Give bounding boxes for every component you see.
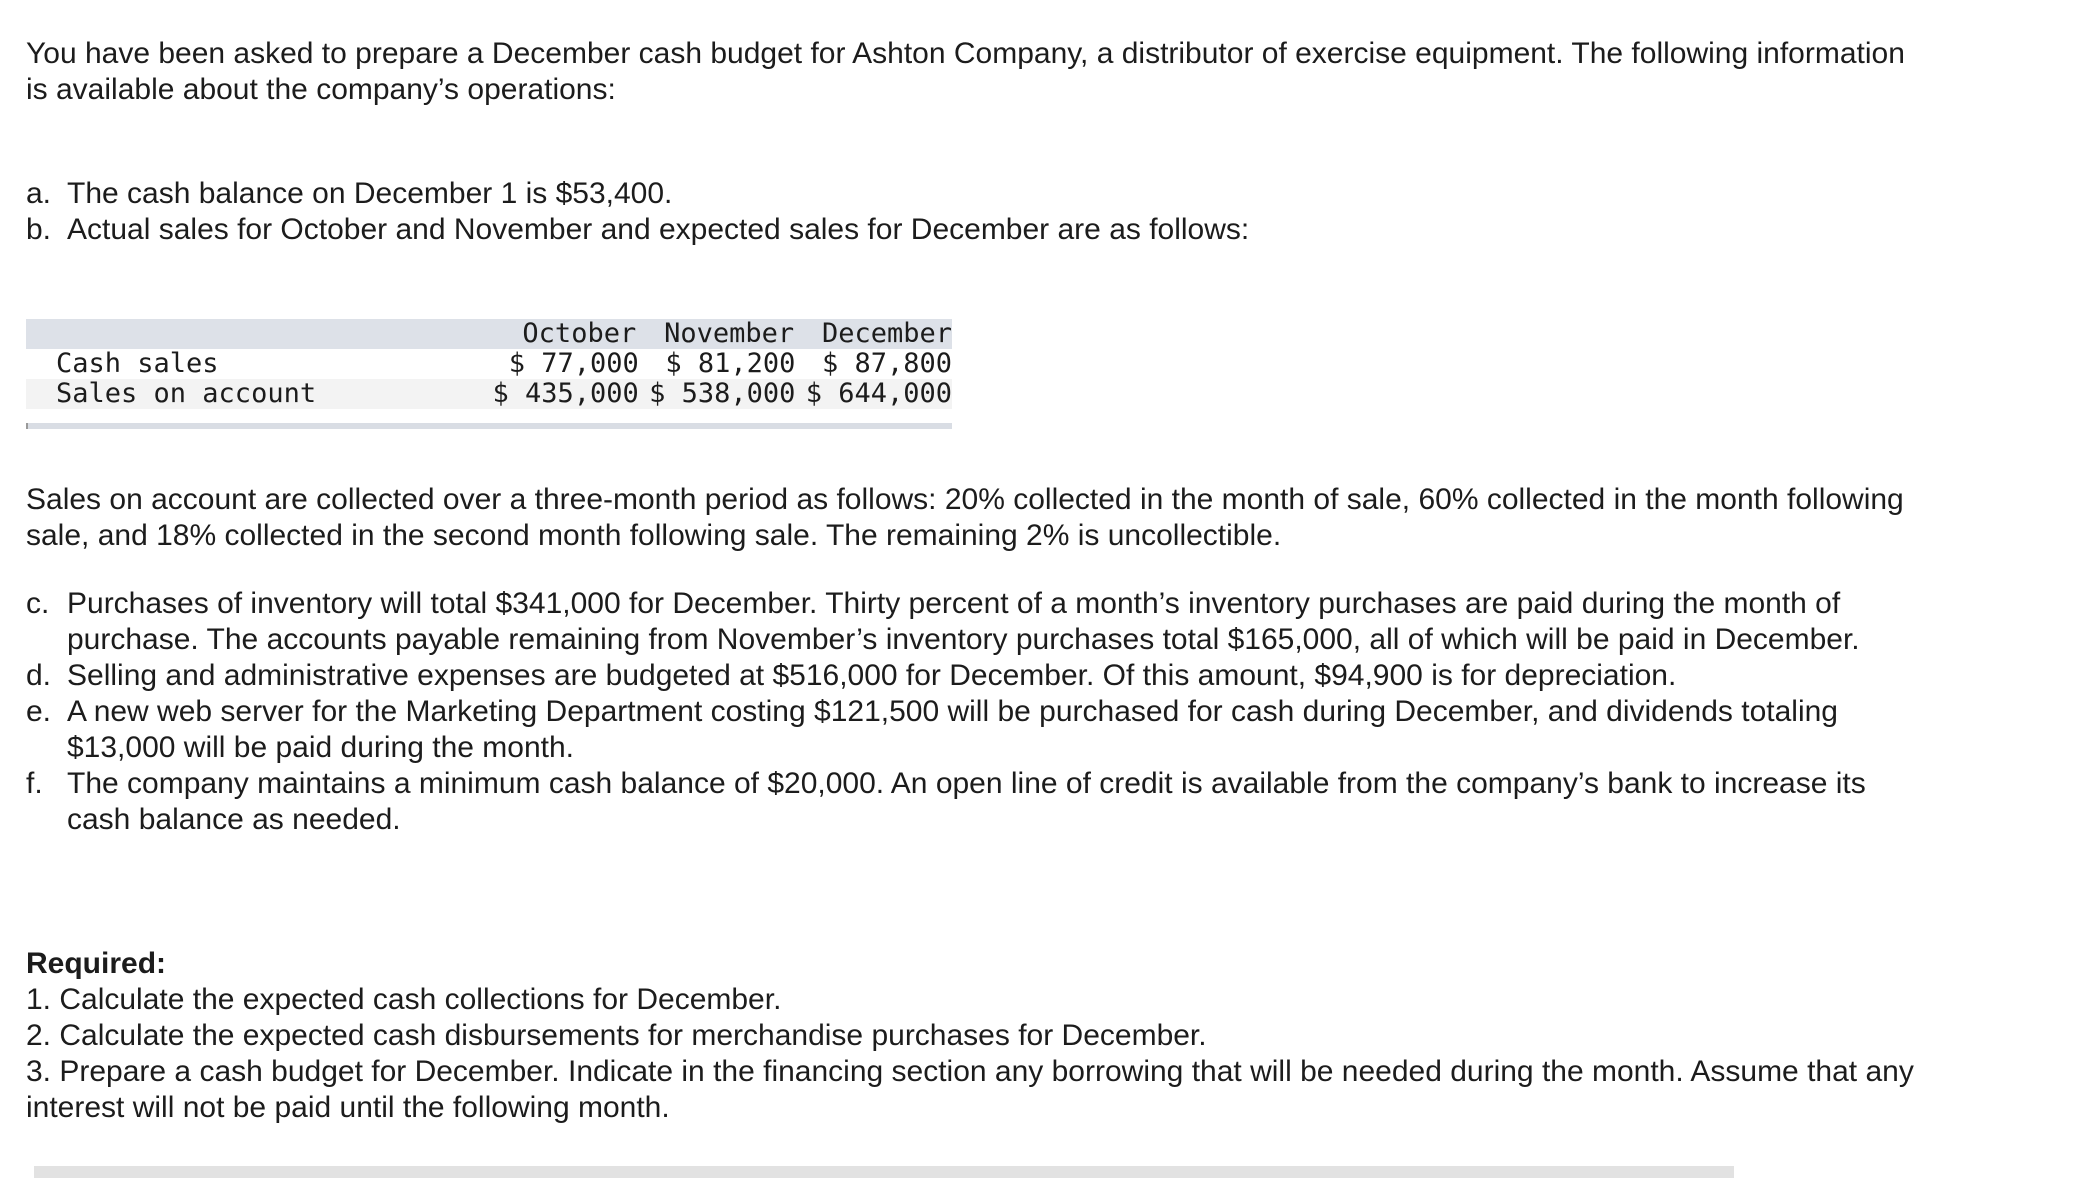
list-marker: d. [26,659,52,692]
table-header-blank [26,319,449,349]
table-bottom-rule [26,423,952,429]
cell-value: $ 81,200 [665,348,796,379]
list-item-d [26,658,1926,694]
column-header-october: October [522,318,637,349]
list-marker: c. [26,587,50,620]
list-marker: a. [26,177,52,210]
list-item-c [26,586,1926,658]
cell-value: $ 538,000 [649,378,796,409]
list-marker: e. [26,695,52,728]
list-item-text: A new web server for the Marketing Department costing $121,500 will be purchased for cash during December, and dividends totaling $13,000 will be paid during the month. [67,695,1838,764]
cell-value: $ 644,000 [805,378,953,409]
column-header-december: December [821,318,952,349]
list-marker: b. [26,213,52,246]
cell-value: $ 87,800 [821,348,953,379]
list-marker: f. [26,767,43,800]
column-header-november: November [664,318,795,349]
table-row [26,349,952,379]
list-item-e [26,694,1926,766]
cell-value: $ 77,000 [508,348,639,379]
row-label-cash-sales: Cash sales [56,348,219,379]
row-label-sales-on-account: Sales on account [56,378,317,409]
table-header-row [26,319,952,349]
sales-table [26,319,952,409]
list-item-text: Selling and administrative expenses are budgeted at $516,000 for December. Of this amount, $94,900 is for depreciation. [67,659,1677,692]
list-item-text: The company maintains a minimum cash balance of $20,000. An open line of credit is available from the company’s bank to increase its cash balance as needed. [67,767,1866,836]
list-item-text: Actual sales for October and November and expected sales for December are as follows: [67,213,1250,246]
list-item-b [26,212,1926,248]
list-item-text: Purchases of inventory will total $341,000 for December. Thirty percent of a month’s inventory purchases are paid during the month of purchase. The accounts payable remaining from November’s inventory purchases total $165,000, all of which will be paid in December. [67,587,1860,656]
bottom-divider-bar [34,1166,1734,1178]
list-item-f [26,766,1926,838]
info-list-ab [26,176,1926,248]
required-section [26,946,1936,1126]
required-heading: Required: [26,947,167,980]
required-item-2: 2. Calculate the expected cash disbursements for merchandise purchases for December. [26,1019,1207,1052]
intro-paragraph: You have been asked to prepare a December cash budget for Ashton Company, a distributor of exercise equipment. The following information is available about the company’s operations: [26,37,1905,106]
required-item-1: 1. Calculate the expected cash collections for December. [26,983,782,1016]
cell-value: $ 435,000 [492,378,639,409]
table-row [26,379,952,409]
list-item-a [26,176,1926,212]
list-item-text: The cash balance on December 1 is $53,400. [67,177,673,210]
collections-paragraph: Sales on account are collected over a three-month period as follows: 20% collected in the month of sale, 60% collected in the month following sale, and 18% collected in the second month following sale. The remaining 2% is uncollectible. [26,483,1904,552]
info-list-cf [26,586,1926,838]
required-item-3: 3. Prepare a cash budget for December. Indicate in the financing section any borrowing that will be needed during the month. Assume that any interest will not be paid until the following month. [26,1055,1914,1124]
